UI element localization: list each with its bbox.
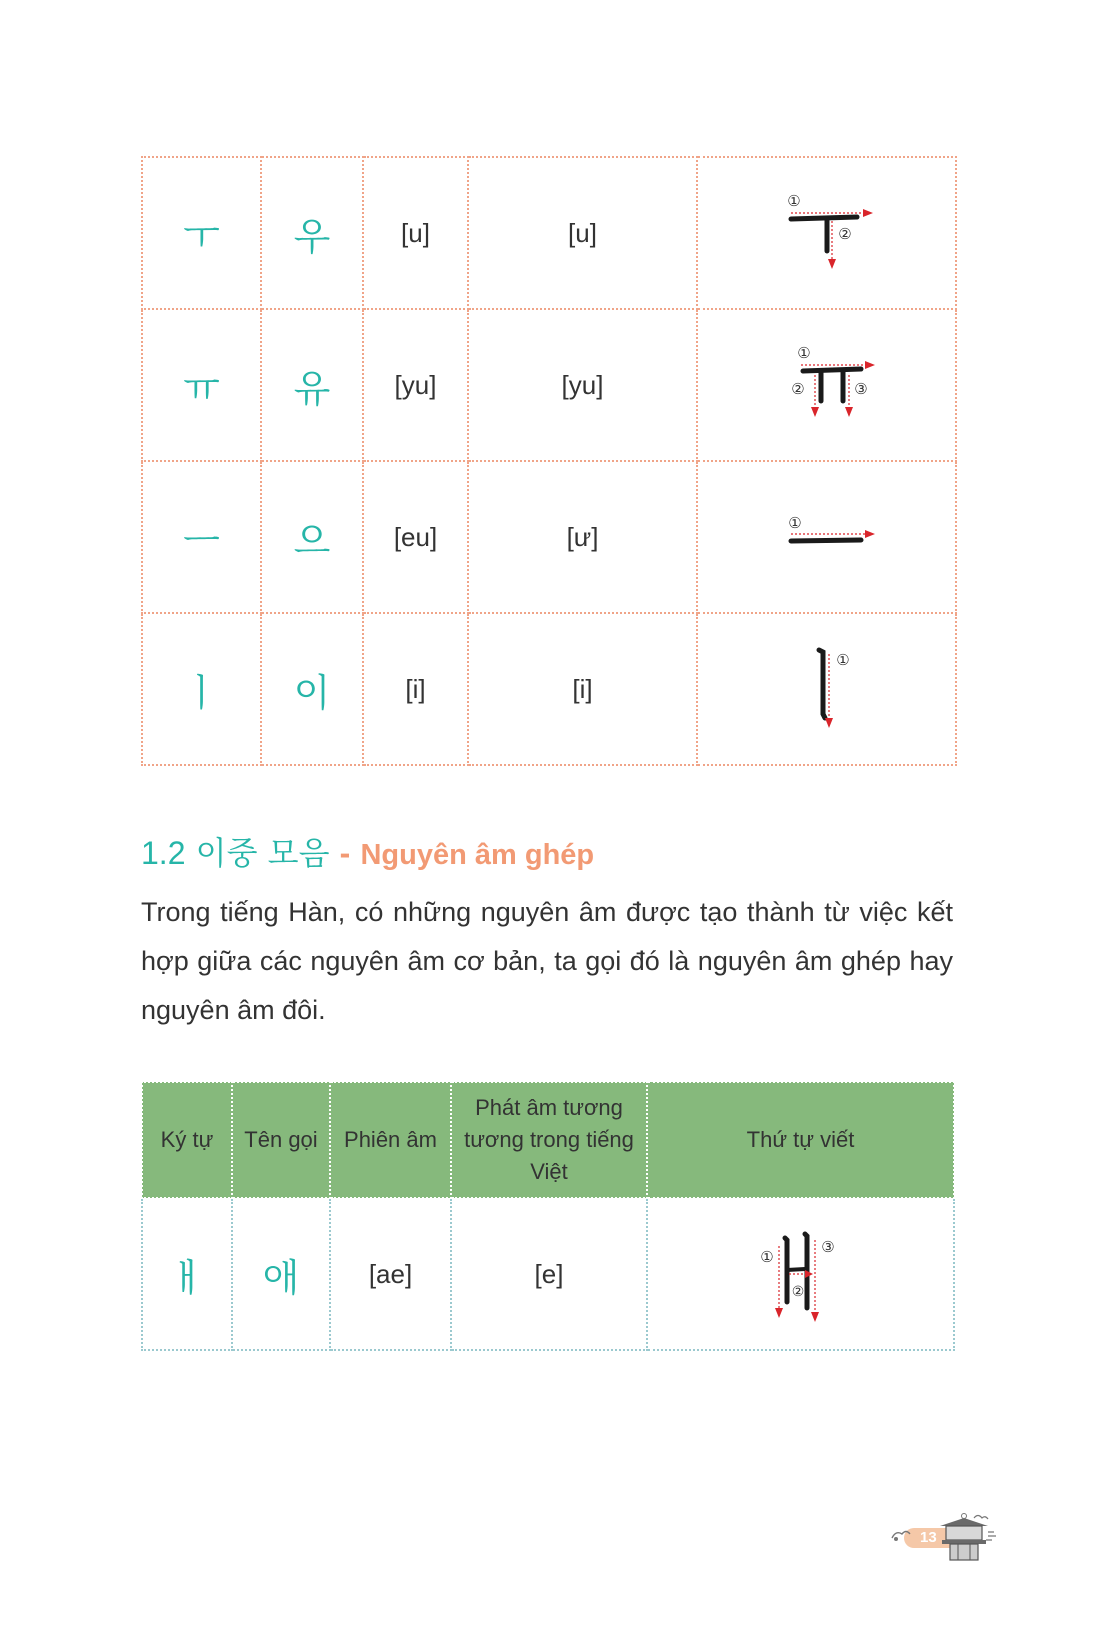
- vowel-char: ㅐ: [142, 1198, 232, 1350]
- stroke-num: ①: [796, 345, 811, 362]
- stroke-diagram-icon: [751, 1224, 851, 1324]
- table-row: [142, 1198, 954, 1350]
- vowel-char: ㅠ: [142, 309, 261, 461]
- vowel-name: 으: [261, 461, 363, 613]
- vowel-romanization: [yu]: [363, 309, 468, 461]
- stroke-num: ①: [786, 193, 801, 210]
- table-header-row: [142, 1082, 954, 1198]
- stroke-num: ①: [835, 651, 850, 669]
- stroke-num: ③: [853, 380, 868, 398]
- stroke-order-eu: [697, 461, 956, 613]
- compound-vowel-table: [141, 1081, 955, 1351]
- vowel-vietnamese: [yu]: [468, 309, 697, 461]
- stroke-num: ②: [837, 225, 852, 243]
- stroke-diagram-icon: [777, 507, 877, 567]
- vowel-vietnamese: [i]: [468, 613, 697, 765]
- stroke-num: ③: [820, 1238, 835, 1256]
- header-char: Ký tự: [142, 1082, 232, 1198]
- stroke-order-yu: [697, 309, 956, 461]
- vowel-romanization: [ae]: [330, 1198, 451, 1350]
- table-row: [142, 309, 956, 461]
- vowel-char: ㅡ: [142, 461, 261, 613]
- vowel-romanization: [eu]: [363, 461, 468, 613]
- vowel-name: 이: [261, 613, 363, 765]
- vowel-vietnamese: [u]: [468, 157, 697, 309]
- stroke-num: ②: [790, 380, 805, 398]
- header-vietnamese: Phát âm tương tương trong tiếng Việt: [451, 1082, 647, 1198]
- header-romanization: Phiên âm: [330, 1082, 451, 1198]
- vowel-vietnamese: [ư]: [468, 461, 697, 613]
- vowel-char: ㅜ: [142, 157, 261, 309]
- stroke-num: ②: [791, 1284, 804, 1300]
- table-row: [142, 461, 956, 613]
- table-row: [142, 157, 956, 309]
- vowel-vietnamese: [e]: [451, 1198, 647, 1350]
- stroke-diagram-icon: [777, 345, 877, 425]
- vowel-char: ㅣ: [142, 613, 261, 765]
- stroke-order-ae: [647, 1198, 954, 1350]
- vowel-name: 애: [232, 1198, 330, 1350]
- stroke-order-i: [697, 613, 956, 765]
- page-number: 13: [920, 1529, 937, 1546]
- header-name: Tên gọi: [232, 1082, 330, 1198]
- stroke-num: ①: [759, 1248, 774, 1266]
- vowel-name: 유: [261, 309, 363, 461]
- table-row: [142, 613, 956, 765]
- section-paragraph: Trong tiếng Hàn, có những nguyên âm được tạo thành từ việc kết hợp giữa các nguyên âm cơ bản, ta gọi đó là nguyên âm ghép hay nguyên âm đôi.: [141, 897, 953, 1025]
- vowel-romanization: [i]: [363, 613, 468, 765]
- stroke-diagram-icon: [787, 644, 867, 734]
- basic-vowel-table: [141, 156, 957, 766]
- vowel-name: 우: [261, 157, 363, 309]
- section-heading: 1.2 이중 모음 - Nguyên âm ghép: [141, 834, 595, 872]
- stroke-order-u: [697, 157, 956, 309]
- header-stroke-order: Thứ tự viết: [647, 1082, 954, 1198]
- vowel-romanization: [u]: [363, 157, 468, 309]
- stroke-num: ①: [787, 514, 802, 532]
- page-badge-icon: [890, 1512, 1000, 1562]
- stroke-diagram-icon: [777, 193, 877, 273]
